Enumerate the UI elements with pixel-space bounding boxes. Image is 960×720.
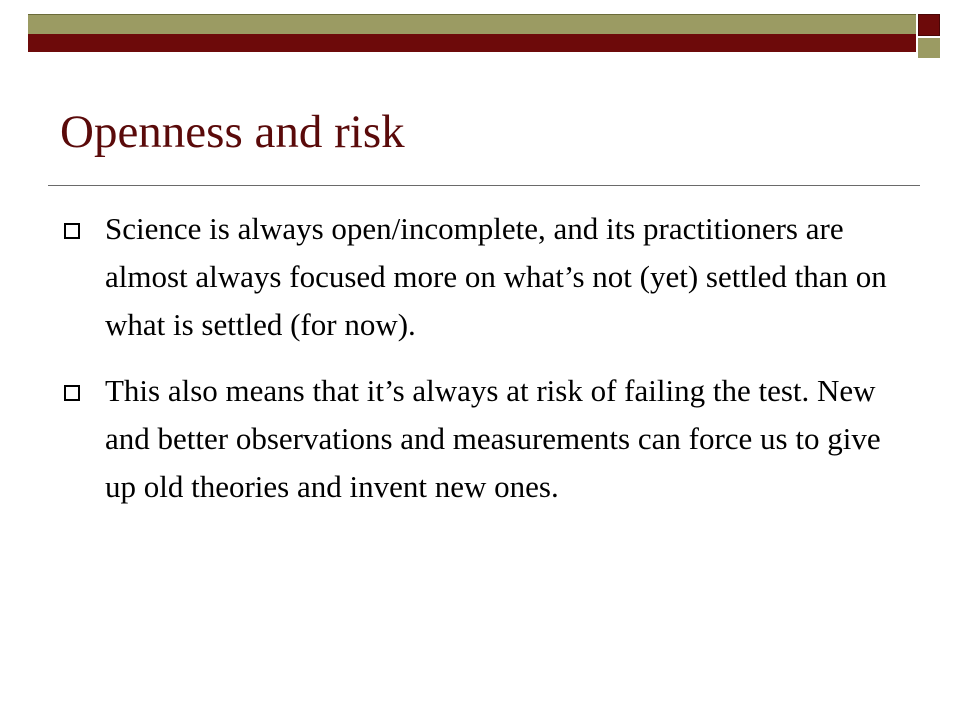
bullet-item (64, 205, 904, 349)
hollow-square-icon (64, 223, 80, 239)
header-bar-olive (28, 14, 916, 34)
corner-square-maroon (918, 14, 940, 36)
hollow-square-icon (64, 385, 80, 401)
slide-title: Openness and risk (60, 106, 405, 158)
bullet-item (64, 367, 904, 511)
corner-square-olive (918, 38, 940, 58)
bullet-list (64, 205, 904, 529)
title-divider (48, 185, 920, 186)
bullet-text: This also means that it’s always at risk of failing the test. New and better observations and measurements can force us to give up old theories and invent new ones. (105, 373, 881, 504)
bullet-text: Science is always open/incomplete, and its practitioners are almost always focused more on what’s not (yet) settled than on what is settled (for now). (105, 211, 887, 342)
header-bar-maroon (28, 34, 916, 52)
